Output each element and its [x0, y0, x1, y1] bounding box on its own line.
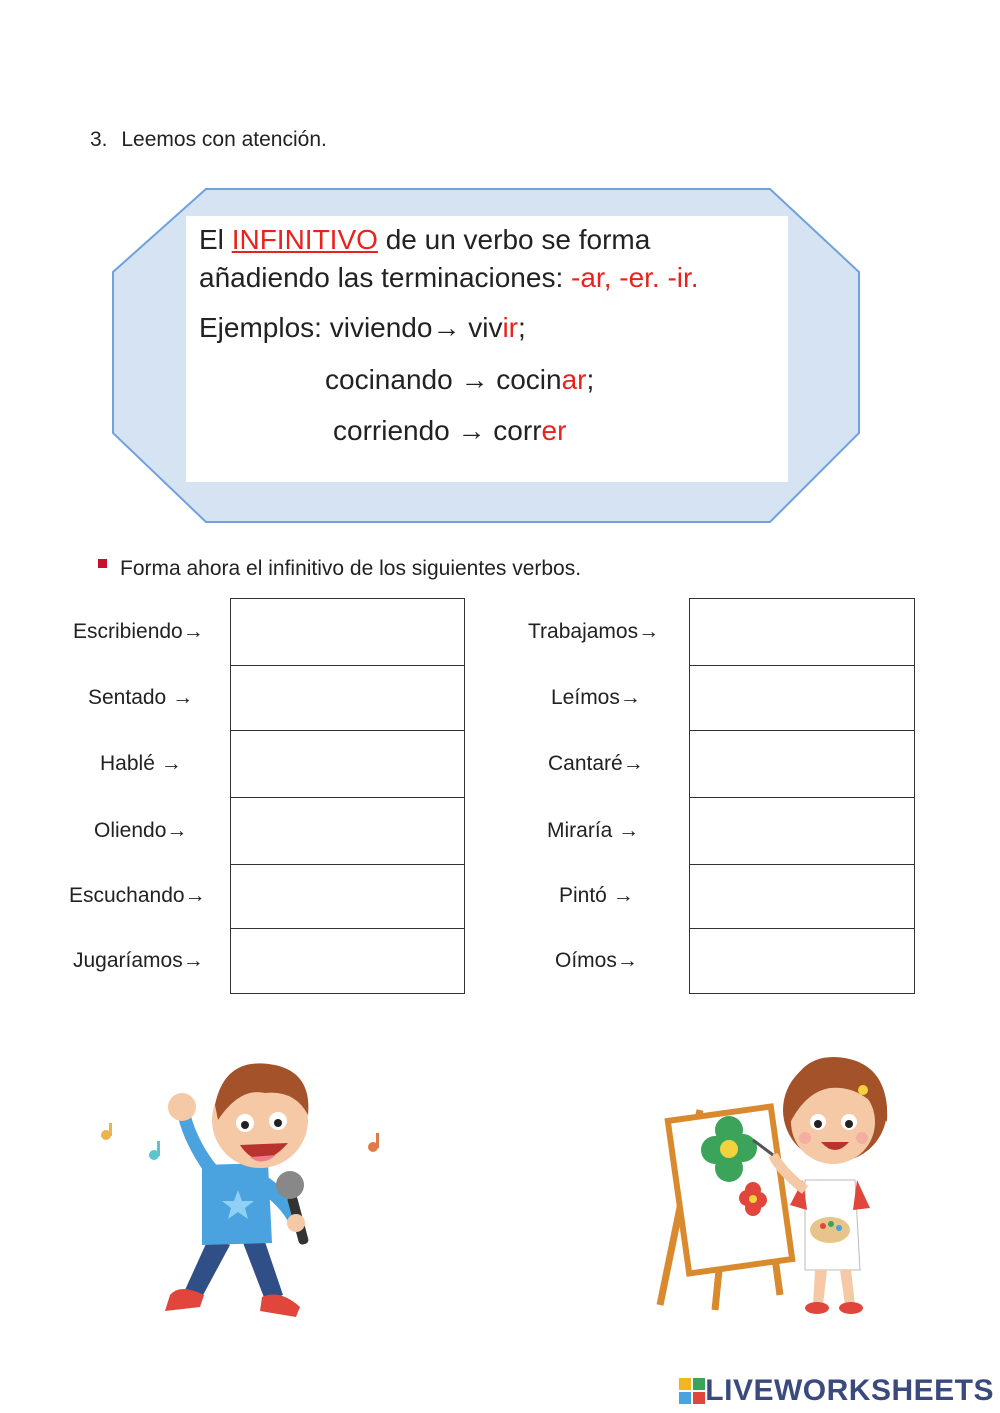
music-note-icon	[149, 1141, 160, 1160]
arrow-icon: →	[432, 312, 461, 343]
arrow-icon: →	[460, 364, 489, 395]
verb-label: Sentado →	[88, 686, 194, 709]
verb-label: Jugaríamos→	[73, 949, 204, 972]
verb-label: Hablé →	[100, 752, 182, 775]
rule-box	[186, 216, 788, 482]
example-2: cocinando → cocinar;	[325, 364, 595, 395]
answer-input[interactable]	[230, 928, 465, 994]
answer-input[interactable]	[230, 864, 465, 929]
painting-girl-illustration	[655, 1030, 925, 1320]
answer-input[interactable]	[689, 864, 915, 929]
liveworksheets-logo-icon	[679, 1378, 705, 1404]
watermark-text: LIVEWORKSHEETS	[705, 1374, 994, 1407]
answer-input[interactable]	[230, 598, 465, 666]
verb-label: Oímos→	[555, 949, 638, 972]
singing-boy-illustration	[90, 1045, 390, 1345]
answer-input[interactable]	[230, 797, 465, 865]
answer-input[interactable]	[230, 730, 465, 798]
answer-input[interactable]	[689, 730, 915, 798]
palette-icon	[810, 1217, 850, 1243]
verb-label: Escuchando→	[69, 884, 206, 907]
music-note-icon	[368, 1133, 379, 1152]
verb-label: Miraría →	[547, 819, 640, 842]
bullet-icon	[98, 559, 107, 568]
verb-label: Trabajamos→	[528, 620, 660, 643]
infinitive-term: INFINITIVO	[231, 224, 378, 255]
verb-label: Escribiendo→	[73, 620, 204, 643]
answer-input[interactable]	[689, 665, 915, 731]
arrow-icon: →	[457, 415, 486, 446]
section-title: Leemos con atención.	[121, 128, 327, 151]
verb-label: Cantaré→	[548, 752, 644, 775]
verb-label: Oliendo→	[94, 819, 188, 842]
music-note-icon	[101, 1123, 112, 1140]
answer-input[interactable]	[689, 598, 915, 666]
answer-input[interactable]	[230, 665, 465, 731]
example-3: corriendo → correr	[333, 415, 567, 446]
endings: -ar, -er. -ir.	[571, 262, 699, 293]
verb-label: Pintó →	[559, 884, 634, 907]
section-number: 3.	[90, 128, 108, 151]
answer-input[interactable]	[689, 797, 915, 865]
rule-line-1: El INFINITIVO de un verbo se forma	[199, 224, 651, 255]
answer-input[interactable]	[689, 928, 915, 994]
example-1: Ejemplos: viviendo→ vivir;	[199, 312, 526, 343]
instruction: Forma ahora el infinitivo de los siguientes verbos.	[120, 557, 582, 580]
verb-label: Leímos→	[551, 686, 641, 709]
liveworksheets-watermark	[679, 1373, 994, 1409]
rule-line-2: añadiendo las terminaciones: -ar, -er. -ir.	[199, 262, 699, 293]
